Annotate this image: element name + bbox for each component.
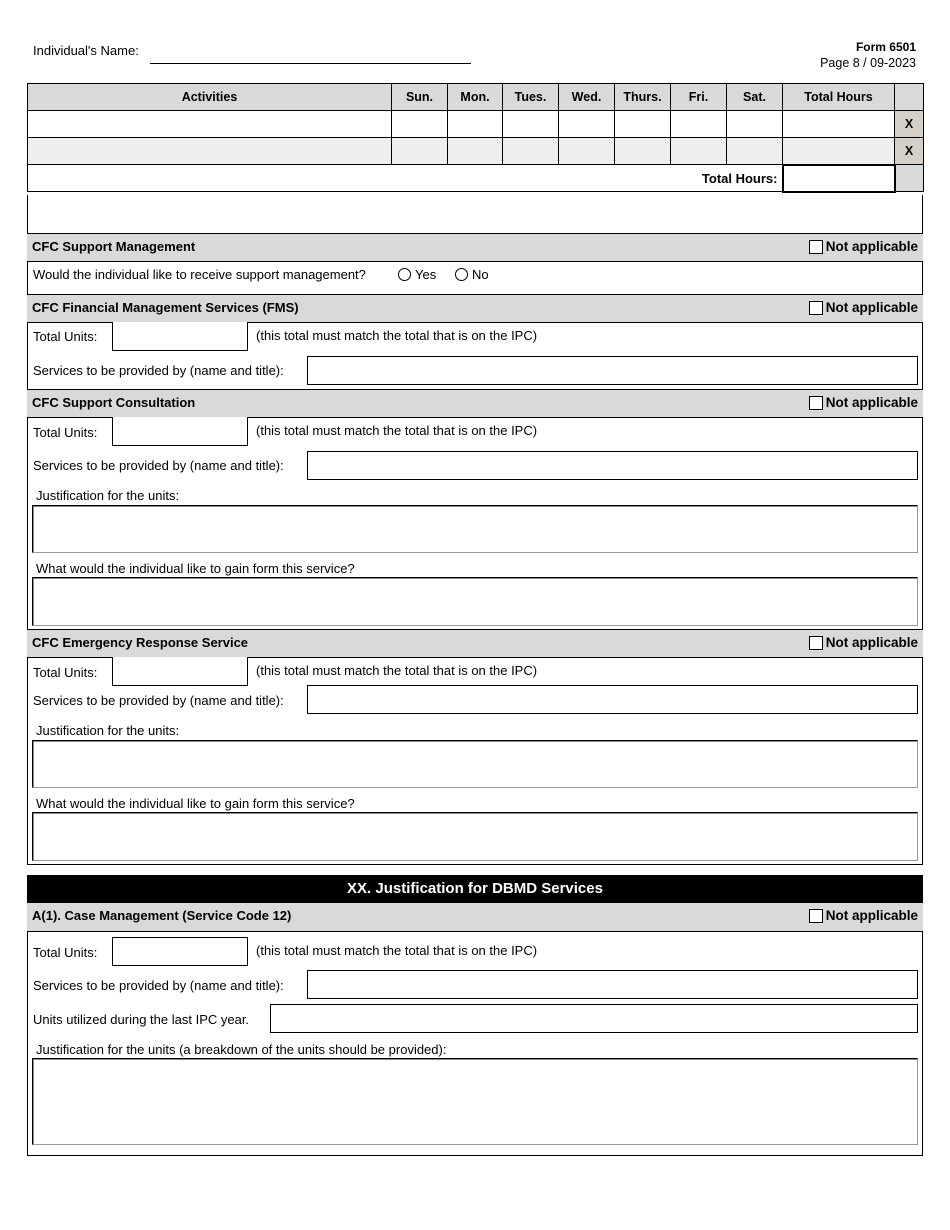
sun-input[interactable]: [392, 138, 448, 165]
col-activities: Activities: [28, 84, 392, 111]
individual-name-field[interactable]: [150, 46, 471, 64]
emergency-provided-by-input[interactable]: [307, 685, 918, 714]
radio-yes-label: Yes: [415, 267, 437, 282]
fms-header: [27, 294, 923, 323]
gain-label: What would the individual like to gain form this service?: [36, 796, 355, 811]
form-number: Form 6501: [855, 40, 916, 54]
total-units-label: Total Units:: [33, 425, 98, 440]
sat-input[interactable]: [727, 111, 783, 138]
justification-label: Justification for the units:: [36, 723, 180, 738]
case-mgmt-provided-by-input[interactable]: [307, 970, 918, 999]
activity-input[interactable]: [28, 111, 392, 138]
col-sun: Sun.: [392, 84, 448, 111]
not-applicable-checkbox[interactable]: [809, 635, 918, 651]
provided-by-label: Services to be provided by (name and title):: [33, 978, 284, 993]
total-units-note: (this total must match the total that is on the IPC): [256, 423, 538, 438]
row-total-hours[interactable]: [783, 138, 895, 165]
total-hours-field[interactable]: [783, 165, 895, 192]
emergency-gain-textarea[interactable]: [32, 812, 918, 861]
total-units-label: Total Units:: [33, 329, 98, 344]
justification-label: Justification for the units (a breakdown of the units should be provided):: [36, 1042, 447, 1057]
checkbox-icon[interactable]: [809, 396, 823, 410]
activity-input[interactable]: [28, 138, 392, 165]
radio-no-label: No: [472, 267, 489, 282]
support-management-header: [27, 233, 923, 262]
radio-yes[interactable]: [398, 267, 436, 283]
emergency-justification-textarea[interactable]: [32, 740, 918, 788]
units-utilized-label: Units utilized during the last IPC year.: [33, 1012, 250, 1027]
emergency-total-units-input[interactable]: [112, 657, 248, 686]
thurs-input[interactable]: [615, 138, 671, 165]
radio-icon[interactable]: [398, 268, 411, 281]
justification-label: Justification for the units:: [36, 488, 180, 503]
not-applicable-checkbox[interactable]: [809, 239, 918, 255]
section-title: CFC Support Management: [32, 239, 196, 254]
fri-input[interactable]: [671, 138, 727, 165]
consultation-provided-by-input[interactable]: [307, 451, 918, 480]
individual-name-label: Individual's Name:: [33, 43, 139, 58]
fms-provided-by-input[interactable]: [307, 356, 918, 385]
gain-label: What would the individual like to gain form this service?: [36, 561, 355, 576]
tues-input[interactable]: [503, 138, 559, 165]
not-applicable-label: Not applicable: [825, 635, 918, 650]
thurs-input[interactable]: [615, 111, 671, 138]
fri-input[interactable]: [671, 111, 727, 138]
consultation-justification-textarea[interactable]: [32, 505, 918, 553]
col-total-hours: Total Hours: [783, 84, 895, 111]
col-tues: Tues.: [503, 84, 559, 111]
table-row: [28, 138, 924, 165]
total-hours-label: Total Hours:: [28, 165, 783, 192]
wed-input[interactable]: [559, 111, 615, 138]
wed-input[interactable]: [559, 138, 615, 165]
units-utilized-input[interactable]: [270, 1004, 918, 1033]
checkbox-icon[interactable]: [809, 240, 823, 254]
support-management-question: Would the individual like to receive support management?: [33, 267, 366, 282]
section-title: CFC Financial Management Services (FMS): [32, 300, 299, 315]
mon-input[interactable]: [448, 138, 503, 165]
not-applicable-label: Not applicable: [825, 908, 918, 923]
checkbox-icon[interactable]: [809, 301, 823, 315]
dbmd-section-title: XX. Justification for DBMD Services: [27, 875, 923, 903]
not-applicable-checkbox[interactable]: [809, 908, 918, 924]
provided-by-label: Services to be provided by (name and title):: [33, 363, 284, 378]
fms-total-units-input[interactable]: [112, 322, 248, 351]
col-sat: Sat.: [727, 84, 783, 111]
sat-input[interactable]: [727, 138, 783, 165]
col-fri: Fri.: [671, 84, 727, 111]
not-applicable-label: Not applicable: [825, 300, 918, 315]
not-applicable-checkbox[interactable]: [809, 395, 918, 411]
mon-input[interactable]: [448, 111, 503, 138]
total-units-label: Total Units:: [33, 665, 98, 680]
sun-input[interactable]: [392, 111, 448, 138]
not-applicable-label: Not applicable: [825, 395, 918, 410]
not-applicable-label: Not applicable: [825, 239, 918, 254]
section-title: CFC Emergency Response Service: [32, 635, 249, 650]
table-header-row: [28, 84, 924, 111]
delete-row-button[interactable]: X: [895, 138, 924, 165]
total-hours-row: [28, 165, 924, 192]
consultation-total-units-input[interactable]: [112, 417, 248, 446]
col-mon: Mon.: [448, 84, 503, 111]
page-info: Page 8 / 09-2023: [820, 56, 916, 70]
col-thurs: Thurs.: [615, 84, 671, 111]
case-mgmt-total-units-input[interactable]: [112, 937, 248, 966]
checkbox-icon[interactable]: [809, 636, 823, 650]
provided-by-label: Services to be provided by (name and title):: [33, 693, 284, 708]
total-units-note: (this total must match the total that is on the IPC): [256, 663, 538, 678]
total-units-note: (this total must match the total that is on the IPC): [256, 328, 538, 343]
emergency-response-header: [27, 629, 923, 658]
radio-icon[interactable]: [455, 268, 468, 281]
not-applicable-checkbox[interactable]: [809, 300, 918, 316]
tues-input[interactable]: [503, 111, 559, 138]
consultation-gain-textarea[interactable]: [32, 577, 918, 626]
delete-row-button[interactable]: X: [895, 111, 924, 138]
provided-by-label: Services to be provided by (name and title):: [33, 458, 284, 473]
total-units-label: Total Units:: [33, 945, 98, 960]
radio-no[interactable]: [455, 267, 489, 283]
section-title: A(1). Case Management (Service Code 12): [32, 908, 292, 923]
activities-table: [27, 83, 924, 193]
case-mgmt-justification-textarea[interactable]: [32, 1058, 918, 1145]
col-wed: Wed.: [559, 84, 615, 111]
case-management-header: [27, 903, 923, 932]
row-total-hours[interactable]: [783, 111, 895, 138]
total-hours-spacer: [895, 165, 924, 192]
table-row: [28, 111, 924, 138]
total-units-note: (this total must match the total that is on the IPC): [256, 943, 538, 958]
section-title: CFC Support Consultation: [32, 395, 196, 410]
checkbox-icon[interactable]: [809, 909, 823, 923]
support-consultation-header: [27, 389, 923, 418]
col-actions: [895, 84, 924, 111]
